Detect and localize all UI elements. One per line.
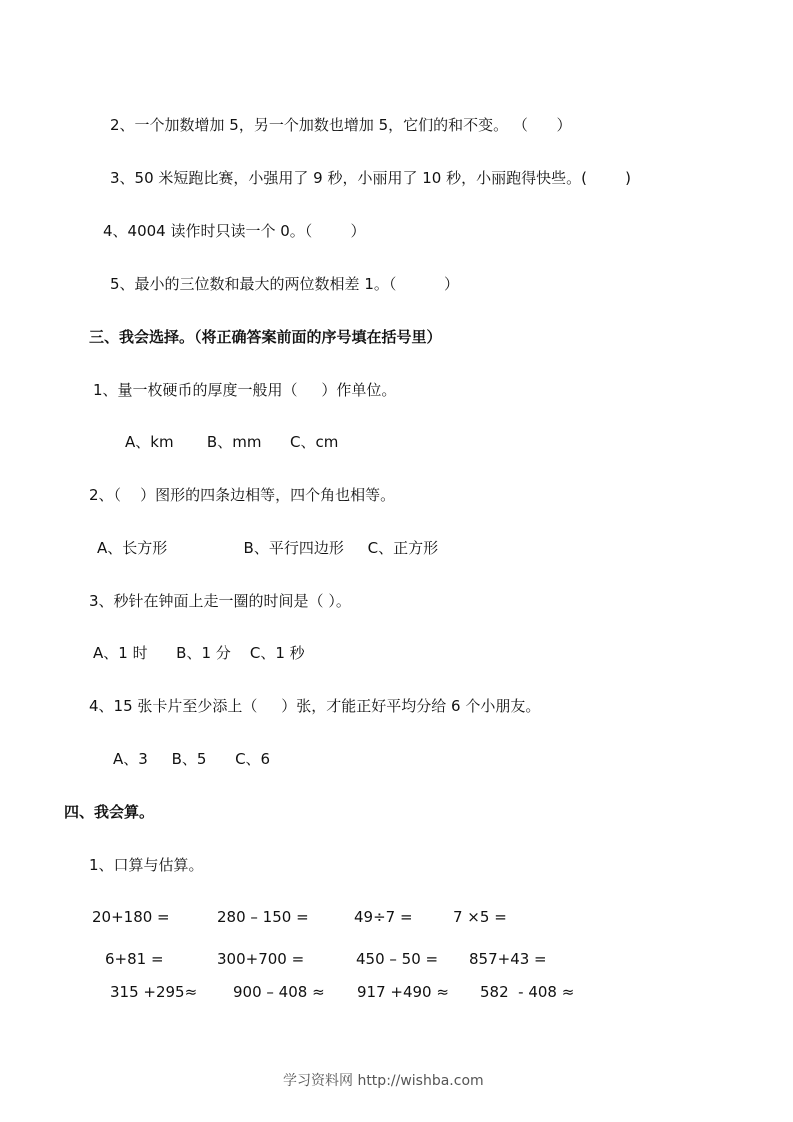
calc-item: 49÷7 = — [354, 908, 413, 926]
calc-item: 917 +490 ≈ — [357, 983, 449, 1001]
section-choice-heading: 三、我会选择。（将正确答案前面的序号填在括号里） — [89, 328, 442, 346]
choice-question-4: 4、15 张卡片至少添上（ ）张，才能正好平均分给 6 个小朋友。 — [89, 697, 541, 715]
calc-item: 280 – 150 = — [217, 908, 309, 926]
calc-item: 300+700 = — [217, 950, 305, 968]
choice-question-2-options: A、长方形 B、平行四边形 C、正方形 — [97, 539, 439, 557]
judge-question-4: 4、4004 读作时只读一个 0。（ ） — [103, 222, 366, 240]
choice-question-3-options: A、1 时 B、1 分 C、1 秒 — [93, 644, 305, 662]
calc-item: 6+81 = — [105, 950, 164, 968]
calc-item: 315 +295≈ — [110, 983, 198, 1001]
choice-question-2: 2、（ ）图形的四条边相等，四个角也相等。 — [89, 486, 396, 504]
judge-question-5: 5、最小的三位数和最大的两位数相差 1。（ ） — [110, 275, 460, 293]
calc-item: 900 – 408 ≈ — [233, 983, 325, 1001]
calc-item: 450 – 50 = — [356, 950, 439, 968]
judge-question-2: 2、一个加数增加 5，另一个加数也增加 5，它们的和不变。 （ ） — [110, 116, 572, 134]
judge-question-3: 3、50 米短跑比赛，小强用了 9 秒，小丽用了 10 秒，小丽跑得快些。( ) — [110, 169, 631, 187]
calc-row-2 — [0, 949, 600, 969]
calc-subheading: 1、口算与估算。 — [89, 856, 204, 874]
calc-item: 582 - 408 ≈ — [480, 983, 575, 1001]
section-calc-heading: 四、我会算。 — [64, 803, 155, 821]
calc-item: 857+43 = — [469, 950, 547, 968]
calc-item: 20+180 = — [92, 908, 170, 926]
calc-item: 7 ×5 = — [453, 908, 507, 926]
calc-row-1 — [0, 907, 600, 927]
choice-question-3: 3、秒针在钟面上走一圈的时间是（ ）。 — [89, 592, 351, 610]
footer-watermark: 学习资料网 http://wishba.com — [283, 1073, 484, 1089]
choice-question-1: 1、量一枚硬币的厚度一般用（ ）作单位。 — [93, 381, 397, 399]
choice-question-1-options: A、km B、mm C、cm — [125, 433, 339, 451]
choice-question-4-options: A、3 B、5 C、6 — [113, 750, 271, 768]
calc-row-3 — [0, 982, 600, 1002]
